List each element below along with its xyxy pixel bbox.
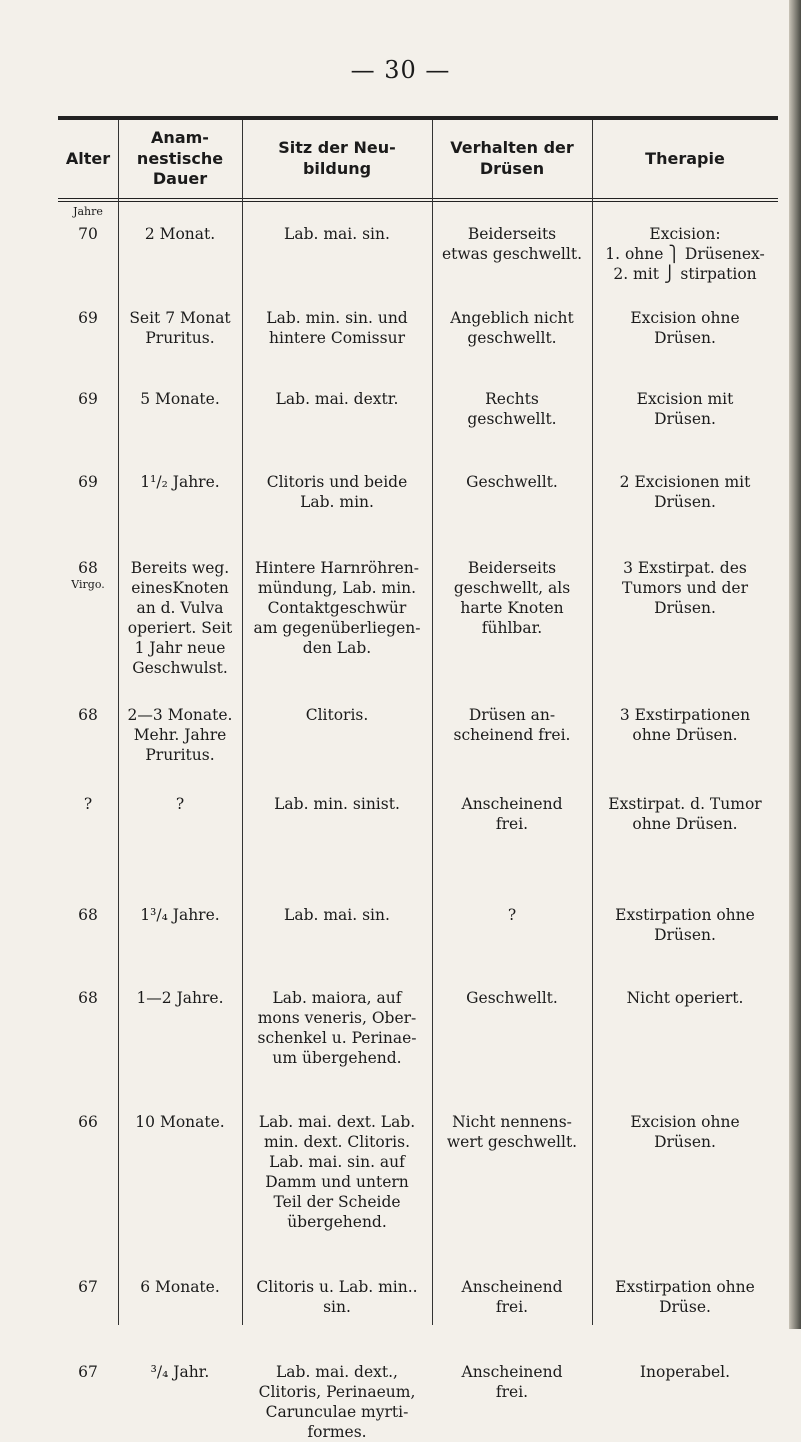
header-therapie: Therapie	[645, 148, 725, 168]
cell-dauer: 2—3 Monate. Mehr. Jahre Pruritus.	[127, 706, 233, 764]
alter-value: 69	[78, 309, 98, 327]
cell-sitz: Lab. mai. sin.	[284, 225, 390, 243]
table-row	[58, 794, 778, 834]
cell-sitz: Lab. mai. dext., Clitoris, Perinaeum, Carunculae myrti- formes.	[258, 1363, 416, 1441]
cell-therapie: Exstirpation ohne Drüsen.	[615, 906, 755, 944]
cell-sitz: Lab. mai. dextr.	[275, 390, 399, 408]
alter-value: 66	[78, 1113, 98, 1131]
cell-alter	[58, 1112, 118, 1232]
cell-druesen: Beiderseits etwas geschwellt.	[441, 225, 582, 263]
cell-alter	[58, 308, 118, 348]
cell-druesen: Nicht nennens- wert geschwellt.	[446, 1113, 578, 1151]
header-anamnestische-dauer: Anam- nestische Dauer	[136, 127, 224, 189]
cell-therapie: Nicht operiert.	[626, 989, 744, 1007]
cell-alter	[58, 224, 118, 284]
cell-alter	[58, 1362, 118, 1442]
cell-therapie: Inoperabel.	[639, 1363, 731, 1381]
cell-sitz: Lab. maiora, auf mons veneris, Ober- schenkel u. Perinae- um übergehend.	[257, 989, 417, 1067]
header-alter: Alter	[65, 148, 111, 168]
cell-dauer: Bereits weg. einesKnoten an d. Vulva operiert. Seit 1 Jahr neue Geschwulst.	[127, 559, 233, 677]
cell-therapie: 3 Exstirpat. des Tumors und der Drüsen.	[622, 559, 748, 617]
cell-sitz: Lab. min. sin. und hintere Comissur	[266, 309, 408, 347]
cell-dauer: ³/₄ Jahr.	[150, 1363, 210, 1381]
cell-druesen: Beiderseits geschwellt, als harte Knoten fühlbar.	[453, 559, 571, 637]
cell-druesen: ?	[507, 906, 517, 924]
alter-value: 69	[78, 473, 98, 491]
cell-dauer: 6 Monate.	[140, 1278, 220, 1296]
cell-druesen: Geschwellt.	[466, 989, 558, 1007]
table-row	[58, 905, 778, 945]
cell-sitz: Clitoris und beide Lab. min.	[266, 473, 408, 511]
alter-value: ?	[83, 795, 93, 813]
cell-sitz: Clitoris u. Lab. min.. sin.	[256, 1278, 418, 1316]
table-row	[58, 558, 778, 678]
cell-druesen: Angeblich nicht geschwellt.	[450, 309, 574, 347]
alter-value: 67	[78, 1278, 98, 1296]
page-edge-shadow	[789, 0, 801, 1329]
table-row	[58, 1277, 778, 1317]
cell-sitz: Lab. mai. dext. Lab. min. dext. Clitoris. Lab. mai. sin. auf Damm und untern Teil der Scheide übergehend.	[258, 1113, 416, 1231]
cell-sitz: Lab. mai. sin.	[284, 906, 390, 924]
cell-dauer: 10 Monate.	[135, 1113, 225, 1131]
header-sitz-der-neubildung: Sitz der Neu- bildung	[278, 138, 396, 178]
cell-alter	[58, 988, 118, 1068]
cell-dauer: 1³/₄ Jahre.	[140, 906, 220, 924]
table-row	[58, 308, 778, 348]
cell-druesen: Geschwellt.	[466, 473, 558, 491]
cell-therapie: Excision ohne Drüsen.	[630, 309, 740, 347]
table-row	[58, 224, 778, 284]
cell-druesen: Drüsen an- scheinend frei.	[453, 706, 571, 744]
cell-alter	[58, 472, 118, 512]
cell-sitz: Hintere Harnröhren- mündung, Lab. min. Contaktgeschwür am gegenüberliegen- den Lab.	[253, 559, 421, 657]
alter-note: Virgo.	[71, 578, 105, 591]
unit-label-jahre: Jahre	[73, 205, 103, 218]
table-header	[58, 120, 778, 198]
alter-value: 70	[78, 225, 98, 243]
cell-therapie: Excision ohne Drüsen.	[630, 1113, 740, 1151]
alter-value: 69	[78, 390, 98, 408]
cell-dauer: Seit 7 Monat Pruritus.	[129, 309, 231, 347]
cell-dauer: 2 Monat.	[144, 225, 216, 243]
cell-therapie: 3 Exstirpationen ohne Drüsen.	[619, 706, 751, 744]
cell-therapie: 2 Excisionen mit Drüsen.	[619, 473, 751, 511]
alter-value: 68	[78, 706, 98, 724]
cell-alter	[58, 705, 118, 765]
cell-dauer: 1¹/₂ Jahre.	[140, 473, 220, 491]
cell-alter	[58, 558, 118, 678]
page-number: — 30 —	[350, 56, 451, 84]
cell-druesen: Rechts geschwellt.	[467, 390, 557, 428]
alter-value: 68	[78, 989, 98, 1007]
alter-value: 68	[78, 559, 98, 577]
cell-alter	[58, 905, 118, 945]
alter-value: 67	[78, 1363, 98, 1381]
cell-therapie: Excision mit Drüsen.	[636, 390, 734, 428]
cell-dauer: 5 Monate.	[140, 390, 220, 408]
header-verhalten-der-druesen: Verhalten der Drüsen	[450, 138, 574, 178]
cell-sitz: Clitoris.	[305, 706, 369, 724]
alter-value: 68	[78, 906, 98, 924]
cell-therapie: Exstirpation ohne Drüse.	[615, 1278, 755, 1316]
table-row	[58, 389, 778, 429]
header-double-rule	[58, 198, 778, 202]
table-row	[58, 1362, 778, 1442]
cell-sitz: Lab. min. sinist.	[274, 795, 400, 813]
cell-dauer: ?	[175, 795, 185, 813]
table-row	[58, 1112, 778, 1232]
cell-therapie: Exstirpat. d. Tumor ohne Drüsen.	[608, 795, 762, 833]
cell-alter	[58, 794, 118, 834]
cell-dauer: 1—2 Jahre.	[136, 989, 224, 1007]
table-row	[58, 988, 778, 1068]
cell-druesen: Anscheinend frei.	[461, 1278, 563, 1316]
cell-therapie: Excision: 1. ohne ⎫ Drüsenex- 2. mit ⎭ stirpation	[605, 225, 765, 283]
cell-druesen: Anscheinend frei.	[461, 1363, 563, 1401]
cell-alter	[58, 1277, 118, 1317]
table-row	[58, 472, 778, 512]
table-row	[58, 705, 778, 765]
cell-druesen: Anscheinend frei.	[461, 795, 563, 833]
cell-alter	[58, 389, 118, 429]
